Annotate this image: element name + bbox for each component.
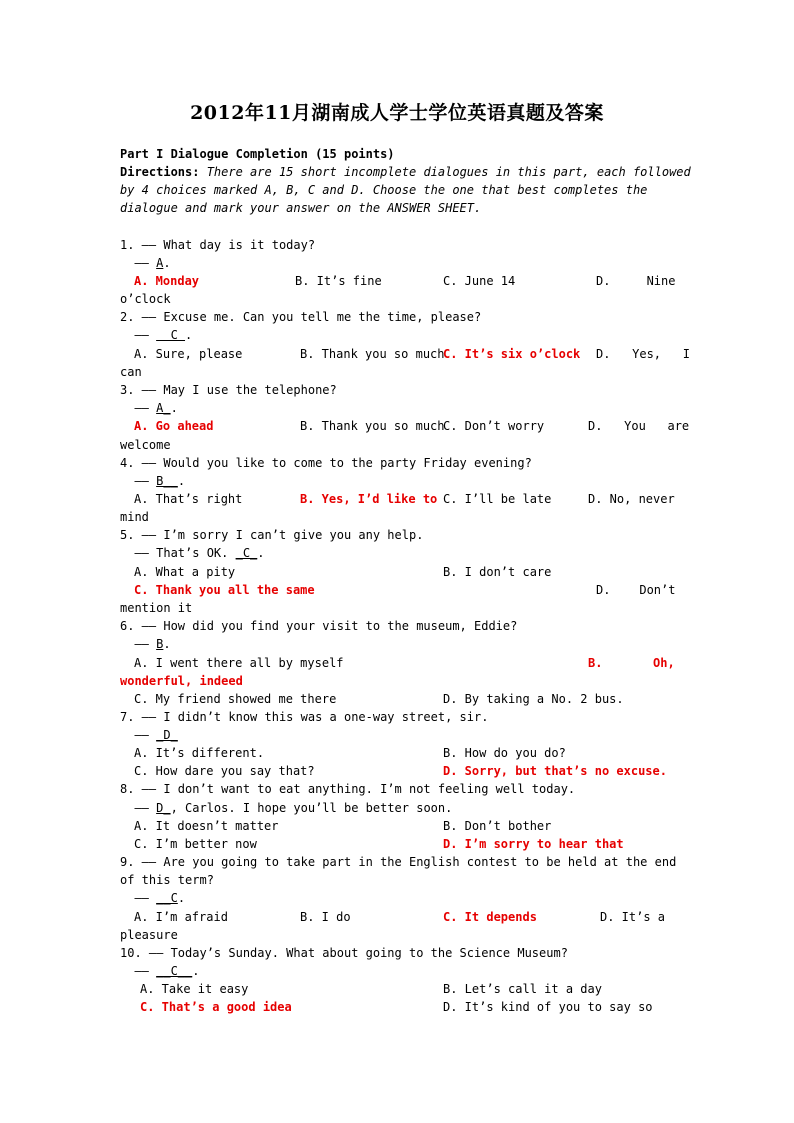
q7-option-a: A. It’s different. (134, 746, 265, 760)
q1-option-b: B. It’s fine (295, 274, 382, 288)
q2-option-a: A. Sure, please (134, 347, 243, 361)
directions-text-1: There are 15 short incomplete dialogues in this part, each followed (199, 165, 691, 179)
q9-resp-pre: —— (120, 891, 157, 905)
q10-stem: 10. —— Today’s Sunday. What about going to the Science Museum? (120, 946, 568, 960)
q5-option-d-wrap: mention it (120, 601, 193, 615)
q7-resp-pre: —— (120, 728, 157, 742)
q1-stem: 1. —— What day is it today? (120, 238, 316, 252)
q4-answer-blank: B__ (156, 474, 178, 488)
q8-option-b: B. Don’t bother (443, 819, 552, 833)
q8-resp-post: , Carlos. I hope you’ll be better soon. (170, 801, 453, 815)
q2-resp-pre: —— (120, 328, 157, 342)
q6-option-d: D. By taking a No. 2 bus. (443, 692, 624, 706)
q8-response (120, 800, 452, 816)
q4-option-d-wrap: mind (120, 510, 149, 524)
q5-response (120, 545, 265, 561)
q10-answer-blank: __C__ (156, 964, 193, 978)
q5-stem: 5. —— I’m sorry I can’t give you any help. (120, 528, 424, 542)
q1-resp-post: . (163, 256, 171, 270)
q6-option-c: C. My friend showed me there (134, 692, 337, 706)
directions-line-3: dialogue and mark your answer on the ANSWER SHEET. (120, 201, 482, 215)
q4-option-a: A. That’s right (134, 492, 243, 506)
q9-stem-2: of this term? (120, 873, 214, 887)
directions-label: Directions: (120, 165, 200, 179)
q9-response (120, 890, 185, 906)
q4-stem: 4. —— Would you like to come to the party Friday evening? (120, 456, 532, 470)
q9-resp-post: . (177, 891, 186, 905)
q8-option-c: C. I’m better now (134, 837, 257, 851)
q10-response (120, 963, 199, 979)
q6-option-a: A. I went there all by myself (134, 656, 344, 670)
q9-option-b: B. I do (300, 910, 351, 924)
q2-resp-post: . (185, 328, 193, 342)
q7-option-c: C. How dare you say that? (134, 764, 315, 778)
q6-answer-blank: B (156, 637, 164, 651)
q8-stem: 8. —— I don’t want to eat anything. I’m not feeling well today. (120, 782, 576, 796)
q3-resp-post: . (170, 401, 178, 415)
q10-option-c: C. That’s a good idea (140, 1000, 292, 1014)
q4-response (120, 473, 185, 489)
q3-response (120, 400, 178, 416)
q3-option-c: C. Don’t worry (443, 419, 545, 433)
q9-option-a: A. I’m afraid (134, 910, 228, 924)
q3-option-b: B. Thank you so much (300, 419, 445, 433)
q8-answer-blank: D_ (156, 801, 171, 815)
q4-resp-post: . (177, 474, 186, 488)
q5-resp-post: . (257, 546, 265, 560)
q9-option-d: D. It’s a (600, 910, 666, 924)
q3-option-a: A. Go ahead (134, 419, 214, 433)
q5-option-a: A. What a pity (134, 565, 236, 579)
q2-option-b: B. Thank you so much (300, 347, 445, 361)
q10-option-a: A. Take it easy (140, 982, 249, 996)
q6-resp-post: . (163, 637, 171, 651)
q5-option-b: B. I don’t care (443, 565, 552, 579)
q3-option-d-wrap: welcome (120, 438, 171, 452)
q7-stem: 7. —— I didn’t know this was a one-way street, sir. (120, 710, 489, 724)
q8-option-d: D. I’m sorry to hear that (443, 837, 624, 851)
q3-stem: 3. —— May I use the telephone? (120, 383, 337, 397)
q1-resp-pre: —— (120, 256, 157, 270)
q9-stem: 9. —— Are you going to take part in the English contest to be held at the end (120, 855, 677, 869)
directions-line-2: by 4 choices marked A, B, C and D. Choose the one that best completes the (120, 183, 648, 197)
q10-resp-post: . (192, 964, 200, 978)
q7-option-b: B. How do you do? (443, 746, 566, 760)
q4-option-c: C. I’ll be late (443, 492, 552, 506)
q3-answer-blank: A_ (156, 401, 171, 415)
q10-option-b: B. Let’s call it a day (443, 982, 602, 996)
directions-line-1 (120, 164, 691, 180)
q6-response (120, 636, 171, 652)
q5-option-c: C. Thank you all the same (134, 583, 315, 597)
page-title: 2012年11月湖南成人学士学位英语真题及答案 (190, 102, 604, 124)
part-heading: Part I Dialogue Completion (15 points) (120, 147, 395, 161)
q1-option-d: D. Nine (596, 274, 676, 288)
q2-answer-blank: C (156, 328, 186, 342)
q6-stem: 6. —— How did you find your visit to the museum, Eddie? (120, 619, 518, 633)
q5-answer-blank: _C_ (235, 546, 258, 560)
q10-resp-pre: —— (120, 964, 157, 978)
q2-option-d: D. Yes, I (596, 347, 690, 361)
q7-option-d: D. Sorry, but that’s no excuse. (443, 764, 667, 778)
q8-option-a: A. It doesn’t matter (134, 819, 279, 833)
q6-resp-pre: —— (120, 637, 157, 651)
q6-option-b-wrap: wonderful, indeed (120, 674, 243, 688)
q6-option-b: B. Oh, (588, 656, 675, 670)
q2-stem: 2. —— Excuse me. Can you tell me the time, please? (120, 310, 482, 324)
q1-option-d-wrap: o’clock (120, 292, 171, 306)
q9-option-d-wrap: pleasure (120, 928, 178, 942)
q7-answer-blank: _D_ (156, 728, 178, 742)
q4-option-b: B. Yes, I’d like to (300, 492, 438, 506)
q2-option-c: C. It’s six o’clock (443, 347, 581, 361)
q3-option-d: D. You are (588, 419, 690, 433)
q10-option-d: D. It’s kind of you to say so (443, 1000, 653, 1014)
q1-option-a: A. Monday (134, 274, 200, 288)
q7-response (120, 727, 178, 743)
q2-option-d-wrap: can (120, 365, 142, 379)
q5-option-d: D. Don’t (596, 583, 676, 597)
q5-resp-pre: —— That’s OK. (120, 546, 236, 560)
q1-response (120, 255, 171, 271)
q3-resp-pre: —— (120, 401, 157, 415)
q9-option-c: C. It depends (443, 910, 537, 924)
q1-answer-blank: A (156, 256, 164, 270)
q9-answer-blank: __C (156, 891, 178, 905)
q2-response (120, 327, 192, 343)
q1-option-c: C. June 14 (443, 274, 516, 288)
q4-resp-pre: —— (120, 474, 157, 488)
q8-resp-pre: —— (120, 801, 157, 815)
q4-option-d: D. No, never (588, 492, 675, 506)
